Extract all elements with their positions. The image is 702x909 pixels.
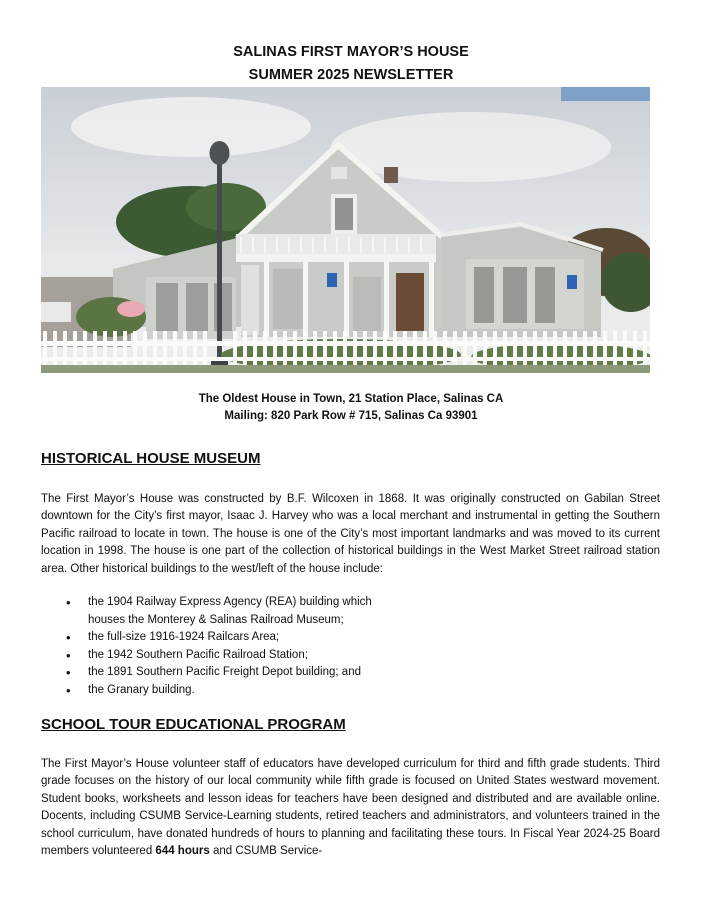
list-item (62, 647, 372, 665)
museum-paragraph: The First Mayor’s House was constructed by B.F. Wilcoxen in 1868. It was originally constructed on Gabilan Street downtown for the City’s first mayor, Isaac J. Harvey who was a local merchant and instrumental in getting the Southern Pacific railroad to locate in town. The house is one of the City’s most important landmarks and was moved to its current location in 1998. The house is one part of the collection of historical buildings in the West Market Street railroad station area. Other historical buildings to the west/left of the house include: (41, 493, 660, 575)
list-item-text: the full-size 1916-1924 Railcars Area; (88, 631, 280, 643)
section-heading-historical-house-museum: HISTORICAL HOUSE MUSEUM (41, 450, 261, 467)
list-item (62, 682, 372, 700)
mailing-address-line: Mailing: 820 Park Row # 715, Salinas Ca 93901 (224, 410, 478, 422)
house-photo (41, 87, 650, 373)
school-tour-text: The First Mayor’s House volunteer staff of educators have developed curriculum for third and fifth grade students. Third grade focuses on the history of our local community while fifth grade is focused on United States westward movement. Student books, worksheets and lesson ideas for teachers have been designed and distributed and are available online. Docents, including CSUMB Service-Learning students, retired teachers and administrators, and volunteers trained in the school curriculum, have donated hundreds of hours to planning and facilitating these tours. In Fiscal Year 2024-25 Board members volunteered (41, 758, 660, 858)
list-item-text: • the 1904 Railway Express Agency (REA) building which (88, 596, 372, 608)
address-line: The Oldest House in Town, 21 Station Place, Salinas CA (198, 393, 504, 405)
newsletter-subtitle: SUMMER 2025 NEWSLETTER (248, 67, 454, 83)
list-item-text: the Granary building. (88, 683, 195, 696)
list-item (62, 629, 372, 647)
volunteer-hours: 644 hours (155, 845, 210, 858)
list-item-text: the 1942 Southern Pacific Railroad Station; (88, 648, 308, 661)
list-item-text: the 1891 Southern Pacific Freight Depot building; and (88, 666, 361, 678)
section-heading-school-tour: SCHOOL TOUR EDUCATIONAL PROGRAM (41, 716, 346, 733)
school-tour-paragraph (41, 756, 660, 860)
school-tour-text-end: and CSUMB Service- (209, 845, 323, 858)
newsletter-title: SALINAS FIRST MAYOR’S HOUSE (233, 44, 469, 60)
list-item (62, 664, 372, 682)
historical-buildings-list (62, 594, 372, 699)
list-item (62, 594, 372, 629)
list-item-text-continued: houses the Monterey & Salinas Railroad Museum; (88, 613, 344, 626)
